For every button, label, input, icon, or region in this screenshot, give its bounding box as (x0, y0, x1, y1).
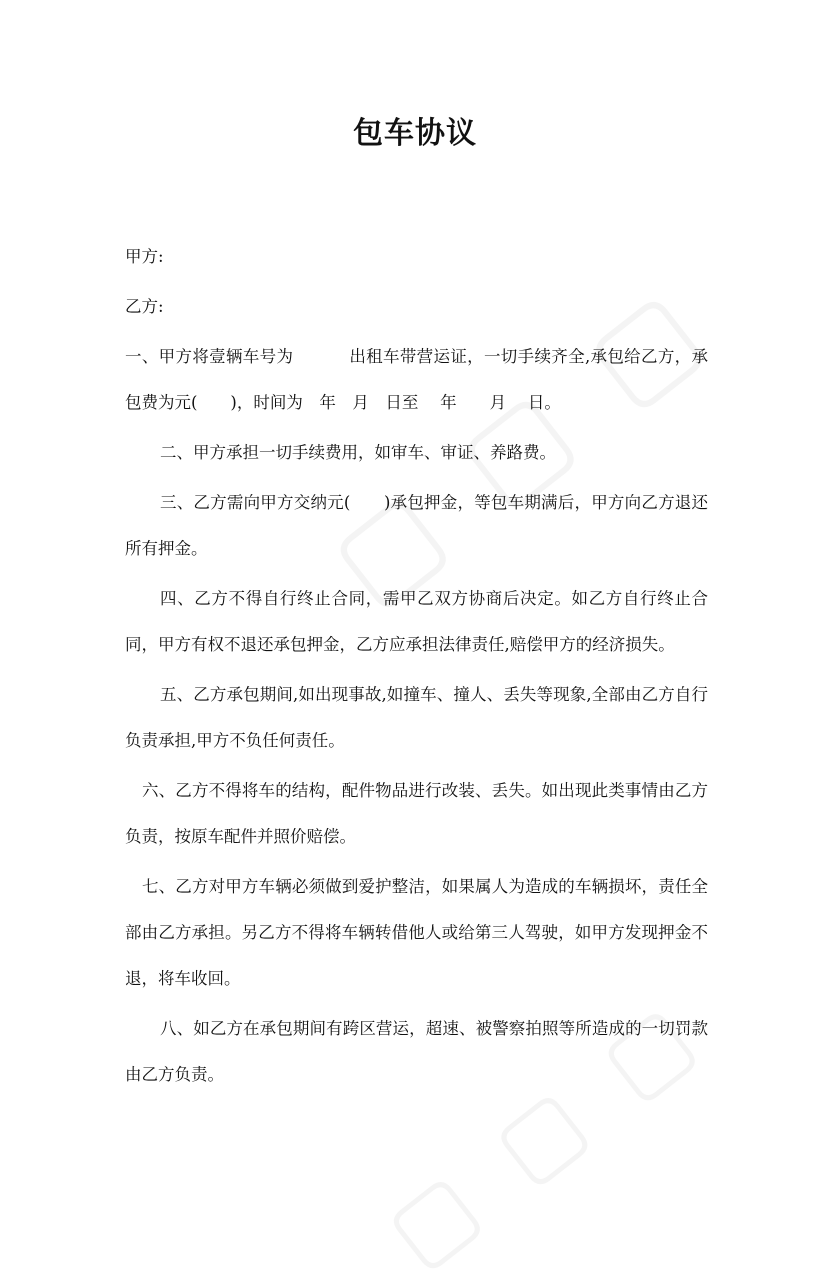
clause-6: 六、乙方不得将车的结构，配件物品进行改装、丢失。如出现此类事情由乙方负责，按原车配件并照价赔偿。 (125, 781, 708, 846)
clause-4: 四、乙方不得自行终止合同，需甲乙双方协商后决定。如乙方自行终止合同，甲方有权不退还承包押金，乙方应承担法律责任,赔偿甲方的经济损失。 (125, 589, 708, 654)
clause-5: 五、乙方承包期间,如出现事故,如撞车、撞人、丢失等现象,全部由乙方自行负责承担,甲方不负任何责任。 (125, 685, 708, 750)
clause-1: 一、甲方将壹辆车号为 出租车带营运证，一切手续齐全,承包给乙方，承包费为元( )，时间为 年 月 日至 年 月 日。 (125, 347, 708, 412)
clause-8: 八、如乙方在承包期间有跨区营运，超速、被警察拍照等所造成的一切罚款由乙方负责。 (125, 1019, 708, 1084)
party-b-line: 乙方: (125, 297, 164, 316)
clause-7: 七、乙方对甲方车辆必须做到爱护整洁，如果属人为造成的车辆损坏，责任全部由乙方承担。另乙方不得将车辆转借他人或给第三人驾驶，如甲方发现押金不退，将车收回。 (125, 877, 708, 988)
party-a-line: 甲方: (125, 247, 164, 266)
clause-3: 三、乙方需向甲方交纳元( )承包押金，等包车期满后，甲方向乙方退还所有押金。 (125, 493, 708, 558)
document-body (125, 234, 708, 1098)
document-title: 包车协议 (353, 116, 477, 151)
clause-2: 二、甲方承担一切手续费用，如审车、审证、养路费。 (160, 443, 556, 462)
